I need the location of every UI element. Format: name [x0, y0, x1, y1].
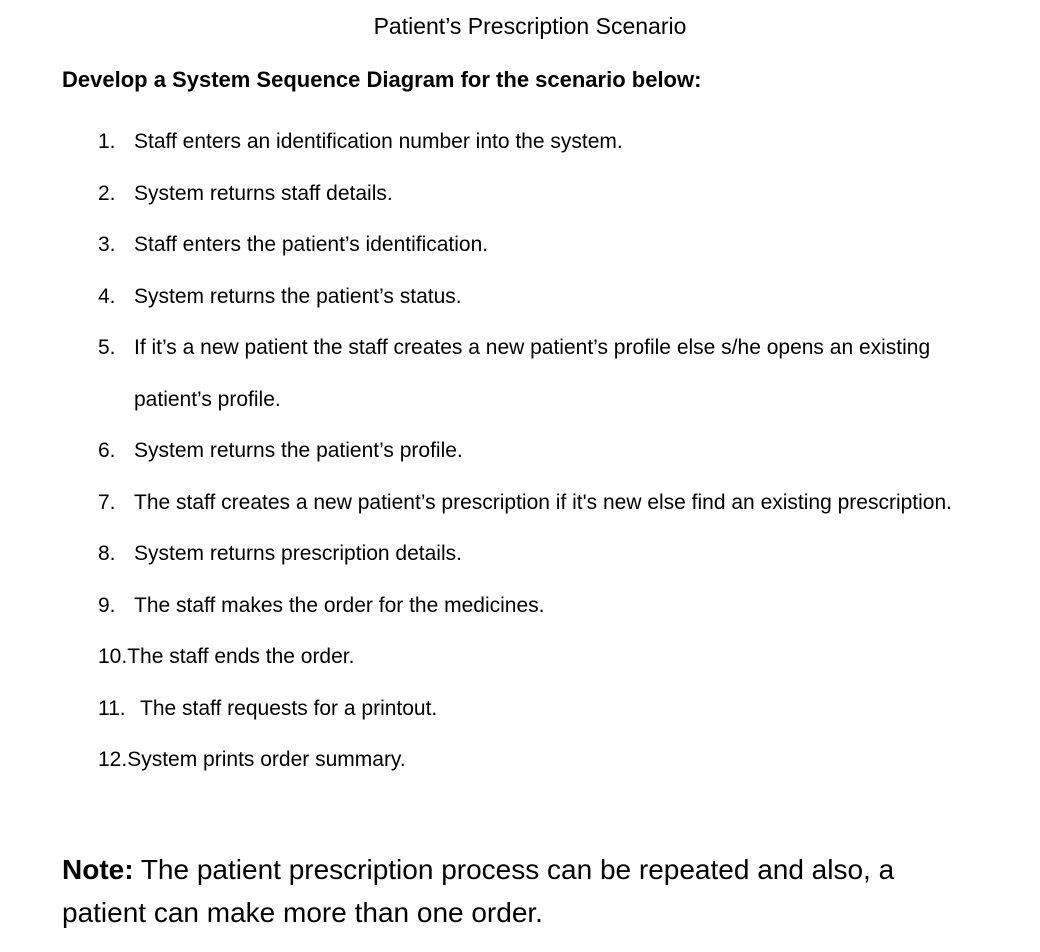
step-text: System returns staff details.: [134, 181, 393, 205]
note-paragraph: [62, 848, 962, 934]
step-number: 9.: [98, 593, 116, 617]
scenario-step-list: [98, 116, 1008, 786]
step-number: 7.: [98, 490, 116, 514]
step-number: 8.: [98, 542, 116, 565]
step-text: System returns the patient’s profile.: [134, 439, 463, 462]
step-number: 1.: [98, 130, 116, 153]
step-number: 12.: [98, 748, 128, 771]
step-text: The staff requests for a printout.: [140, 696, 438, 720]
note-text: The patient prescription process can be repeated and also, a patient can make more than one order.: [62, 854, 895, 928]
step-number: 5.: [98, 336, 116, 359]
step-text: The staff makes the order for the medicines.: [134, 593, 545, 617]
list-item: [98, 734, 1008, 786]
note-label: Note:: [62, 854, 134, 885]
list-item: [98, 580, 1008, 632]
list-item: [98, 683, 1008, 735]
list-item: [98, 271, 1008, 323]
page-title: Patient’s Prescription Scenario: [373, 13, 687, 39]
step-number: 3.: [98, 233, 116, 256]
list-item: [98, 322, 1008, 425]
list-item: [98, 528, 1008, 580]
step-number: 2.: [98, 181, 116, 205]
step-text: The staff ends the order.: [127, 645, 355, 668]
step-number: 6.: [98, 439, 116, 462]
step-text: The staff creates a new patient’s prescription if it's new else find an existing prescription.: [134, 490, 952, 514]
step-text: System returns prescription details.: [134, 542, 462, 565]
list-item: [98, 219, 1008, 271]
list-item: [98, 631, 1008, 683]
step-number: 4.: [98, 284, 116, 308]
instruction-heading: Develop a System Sequence Diagram for the scenario below:: [62, 67, 702, 92]
step-text: Staff enters an identification number into the system.: [134, 130, 623, 153]
step-text: System prints order summary.: [127, 748, 406, 771]
step-text: If it’s a new patient the staff creates a new patient’s profile else s/he opens an existing patient’s profile.: [134, 336, 931, 411]
list-item: [98, 168, 1008, 220]
step-number: 10.: [98, 645, 128, 668]
list-item: [98, 116, 1008, 168]
step-text: Staff enters the patient’s identification.: [134, 233, 489, 256]
list-item: [98, 425, 1008, 477]
step-text: System returns the patient’s status.: [134, 284, 462, 308]
step-number: 11.: [98, 696, 126, 720]
list-item: [98, 477, 1008, 529]
